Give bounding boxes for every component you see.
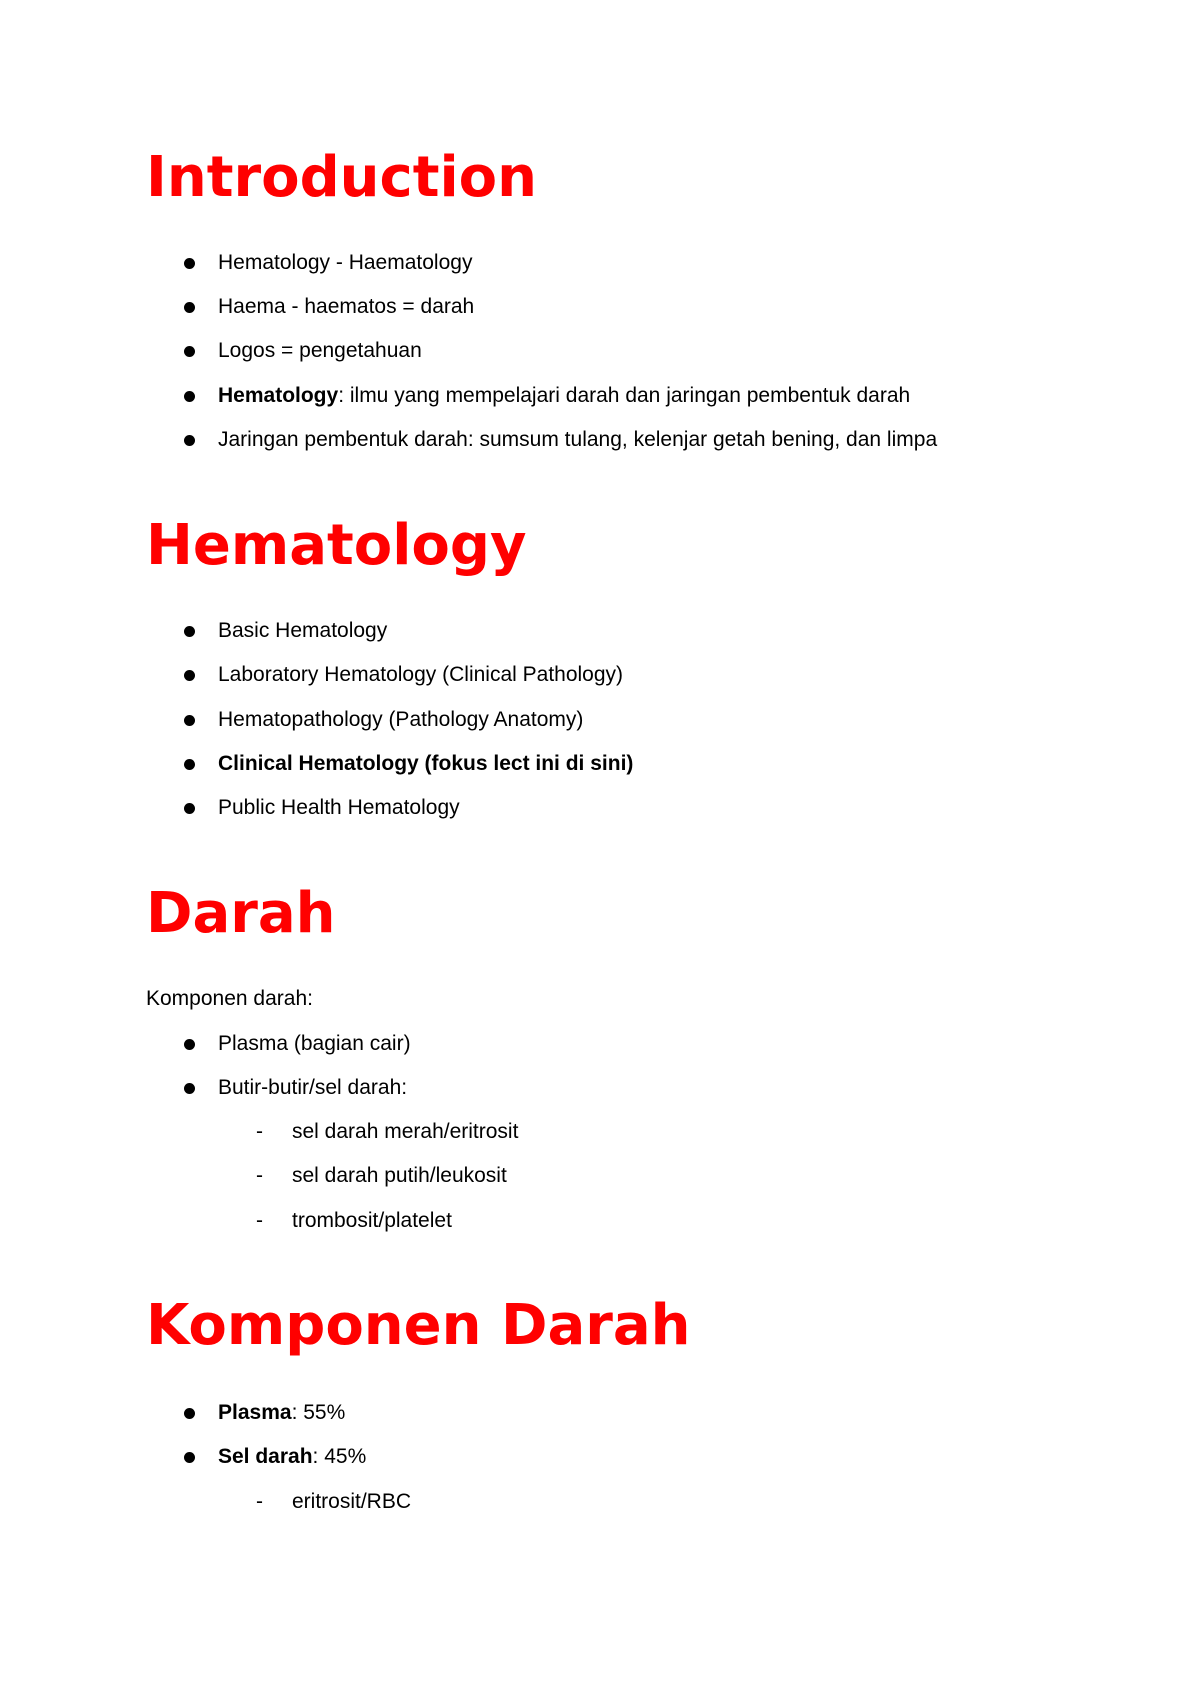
bullet-icon — [184, 1083, 195, 1094]
list-item: Butir-butir/sel darah: — [218, 1076, 408, 1099]
bullet-icon — [184, 258, 195, 269]
list-item: Plasma: 55% — [218, 1401, 346, 1424]
bullet-icon — [184, 1452, 195, 1463]
list-item: Hematology - Haematology — [218, 251, 473, 274]
list-item: Public Health Hematology — [218, 796, 460, 819]
sub-list-item: sel darah putih/leukosit — [292, 1164, 507, 1187]
term-hematology: Hematology — [218, 384, 339, 407]
clinical-hematology-focus: Clinical Hematology (fokus lect ini di sini) — [218, 752, 634, 775]
bullet-icon — [184, 670, 195, 681]
heading-darah: Darah — [146, 881, 336, 946]
list-item: Basic Hematology — [218, 619, 388, 642]
bullet-icon — [184, 715, 195, 726]
dash-icon: - — [256, 1164, 263, 1187]
bullet-icon — [184, 1039, 195, 1050]
bullet-icon — [184, 391, 195, 402]
bullet-icon — [184, 302, 195, 313]
list-item: Laboratory Hematology (Clinical Pathology) — [218, 663, 624, 686]
dash-icon: - — [256, 1209, 263, 1232]
sub-list-item: eritrosit/RBC — [292, 1490, 412, 1513]
bullet-icon — [184, 1408, 195, 1419]
term-plasma: Plasma — [218, 1401, 292, 1424]
heading-introduction: Introduction — [146, 145, 538, 210]
darah-intro-text: Komponen darah: — [146, 987, 313, 1010]
bullet-icon — [184, 803, 195, 814]
dash-icon: - — [256, 1490, 263, 1513]
bullet-icon — [184, 626, 195, 637]
list-item: Hematopathology (Pathology Anatomy) — [218, 708, 584, 731]
heading-hematology: Hematology — [146, 513, 527, 578]
sub-list-item: sel darah merah/eritrosit — [292, 1120, 519, 1143]
list-item: Hematology: ilmu yang mempelajari darah dan jaringan pembentuk darah — [218, 384, 911, 407]
list-item: Sel darah: 45% — [218, 1445, 367, 1468]
list-item: Jaringan pembentuk darah: sumsum tulang, kelenjar getah bening, dan limpa — [218, 428, 938, 451]
sub-list-item: trombosit/platelet — [292, 1209, 452, 1232]
list-item — [218, 752, 633, 776]
list-item: Plasma (bagian cair) — [218, 1032, 411, 1055]
list-item: Haema - haematos = darah — [218, 295, 475, 318]
term-sel-darah: Sel darah — [218, 1445, 313, 1468]
list-item: Logos = pengetahuan — [218, 339, 422, 362]
heading-komponen-darah: Komponen Darah — [146, 1293, 691, 1358]
dash-icon: - — [256, 1120, 263, 1143]
bullet-icon — [184, 759, 195, 770]
bullet-icon — [184, 435, 195, 446]
bullet-icon — [184, 346, 195, 357]
